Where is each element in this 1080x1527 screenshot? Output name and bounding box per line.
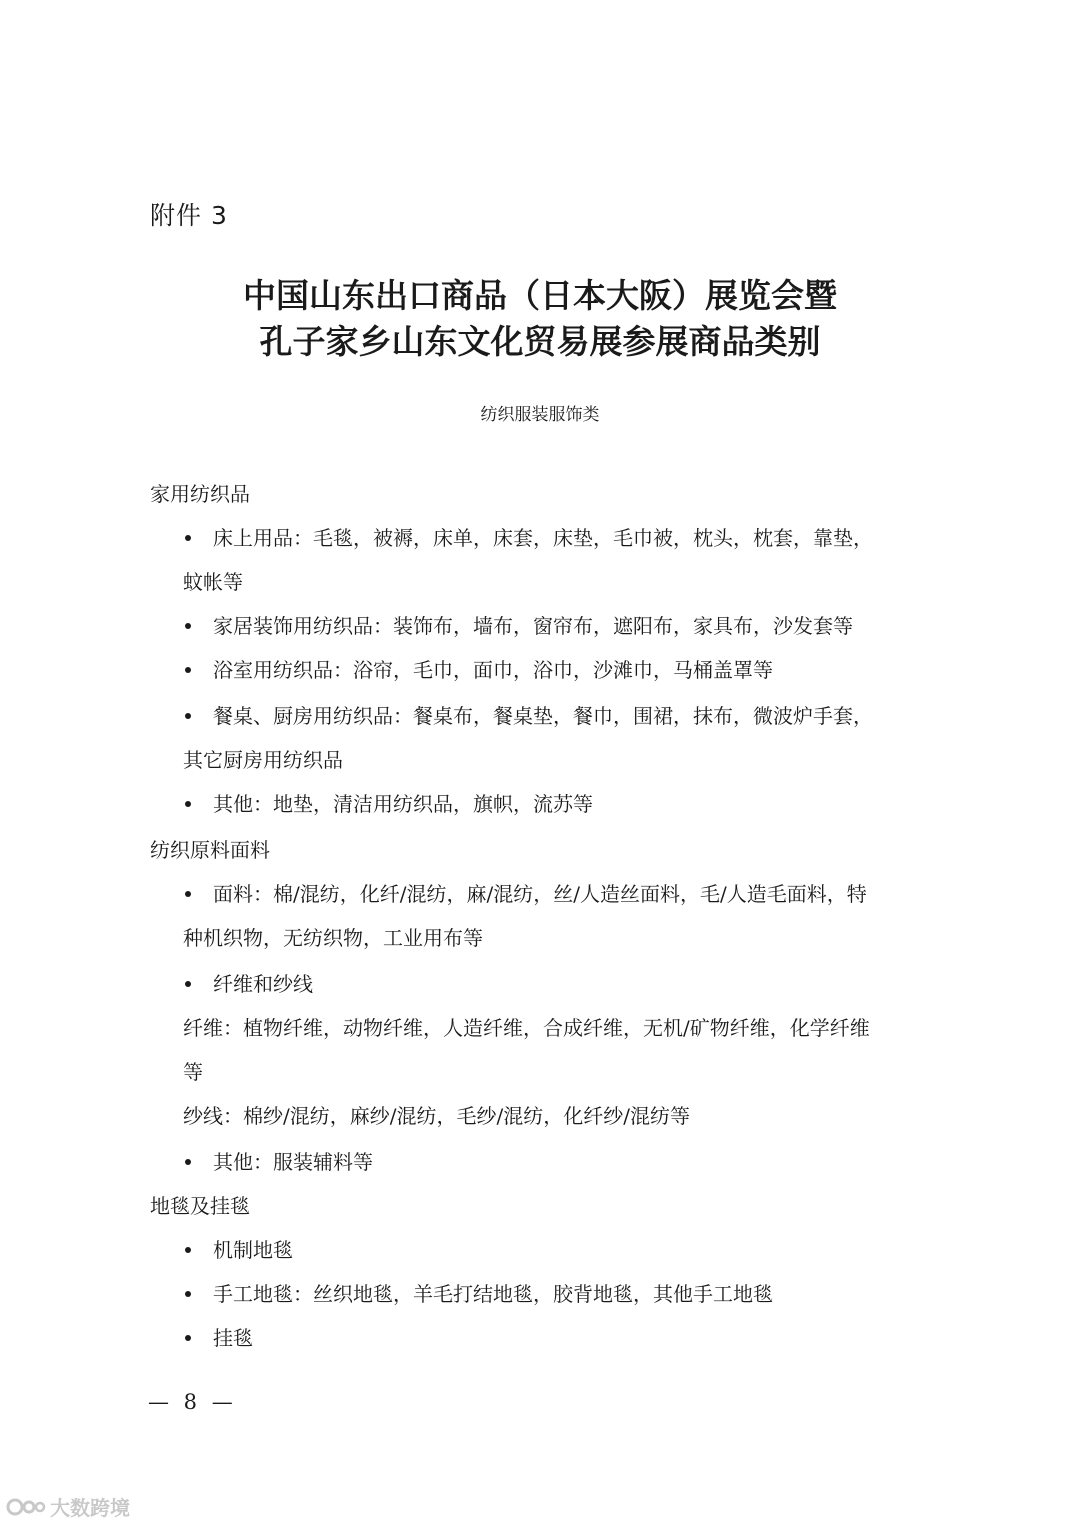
list-item-text: 挂毯 [213,1326,253,1350]
yarn-description: 纱线：棉纱/混纺，麻纱/混纺，毛纱/混纺，化纤纱/混纺等 [183,1104,690,1128]
bullet-icon [185,981,191,987]
bullet-icon [185,801,191,807]
list-item-text: 餐桌、厨房用纺织品：餐桌布，餐桌垫，餐巾，围裙，抹布，微波炉手套， [213,704,873,728]
attachment-label: 附件 3 [150,201,228,230]
list-item-text: 面料：棉/混纺，化纤/混纺，麻/混纺，丝/人造丝面料，毛/人造毛面料，特 [213,882,867,906]
list-item-handmade-carpet [185,1280,773,1308]
fiber-description: 纤维：植物纤维，动物纤维，人造纤维，合成纤维，无机/矿物纤维，化学纤维 [183,1016,870,1040]
bullet-icon [185,1159,191,1165]
list-item-text: 纤维和纱线 [213,972,313,996]
list-item-text: 其他：服装辅料等 [213,1150,373,1174]
bullet-icon [185,713,191,719]
list-item-text: 机制地毯 [213,1238,293,1262]
list-item-continuation: 蚊帐等 [183,570,243,594]
bullet-icon [185,667,191,673]
watermark-logo-icon [6,1496,46,1518]
document-title-line-1: 中国山东出口商品（日本大阪）展览会暨 [243,276,837,315]
list-item-kitchen [185,702,873,730]
watermark [6,1492,130,1521]
list-item-text: 手工地毯：丝织地毯，羊毛打结地毯，胶背地毯，其他手工地毯 [213,1282,773,1306]
list-item-tapestry [185,1324,253,1352]
fiber-description-continuation: 等 [183,1060,203,1084]
list-item-raw-other [185,1148,373,1176]
list-item-continuation: 其它厨房用纺织品 [183,748,343,772]
section-heading-home-textiles: 家用纺织品 [150,482,250,506]
list-item-home-decor [185,612,853,640]
list-item-text: 家居装饰用纺织品：装饰布，墙布，窗帘布，遮阳布，家具布，沙发套等 [213,614,853,638]
list-item-bedding [185,524,873,552]
list-item-text: 床上用品：毛毯，被褥，床单，床套，床垫，毛巾被，枕头，枕套，靠垫， [213,526,873,550]
watermark-text: 大数跨境 [50,1496,130,1520]
bullet-icon [185,623,191,629]
list-item-home-other [185,790,593,818]
section-heading-raw-materials: 纺织原料面料 [150,838,270,862]
bullet-icon [185,1335,191,1341]
list-item-text: 浴室用纺织品：浴帘，毛巾，面巾，浴巾，沙滩巾，马桶盖罩等 [213,658,773,682]
list-item-continuation: 种机织物，无纺织物，工业用布等 [183,926,483,950]
page-number: — 8 — [148,1390,237,1414]
list-item-fiber-yarn [185,970,313,998]
section-heading-carpets: 地毯及挂毯 [150,1194,250,1218]
bullet-icon [185,1247,191,1253]
bullet-icon [185,891,191,897]
document-title-line-2: 孔子家乡山东文化贸易展参展商品类别 [259,322,821,361]
list-item-fabric [185,880,867,908]
bullet-icon [185,1291,191,1297]
list-item-machine-carpet [185,1236,293,1264]
list-item-text: 其他：地垫，清洁用纺织品，旗帜，流苏等 [213,792,593,816]
category-subtitle: 纺织服装服饰类 [480,405,600,425]
list-item-bathroom [185,656,773,684]
bullet-icon [185,535,191,541]
